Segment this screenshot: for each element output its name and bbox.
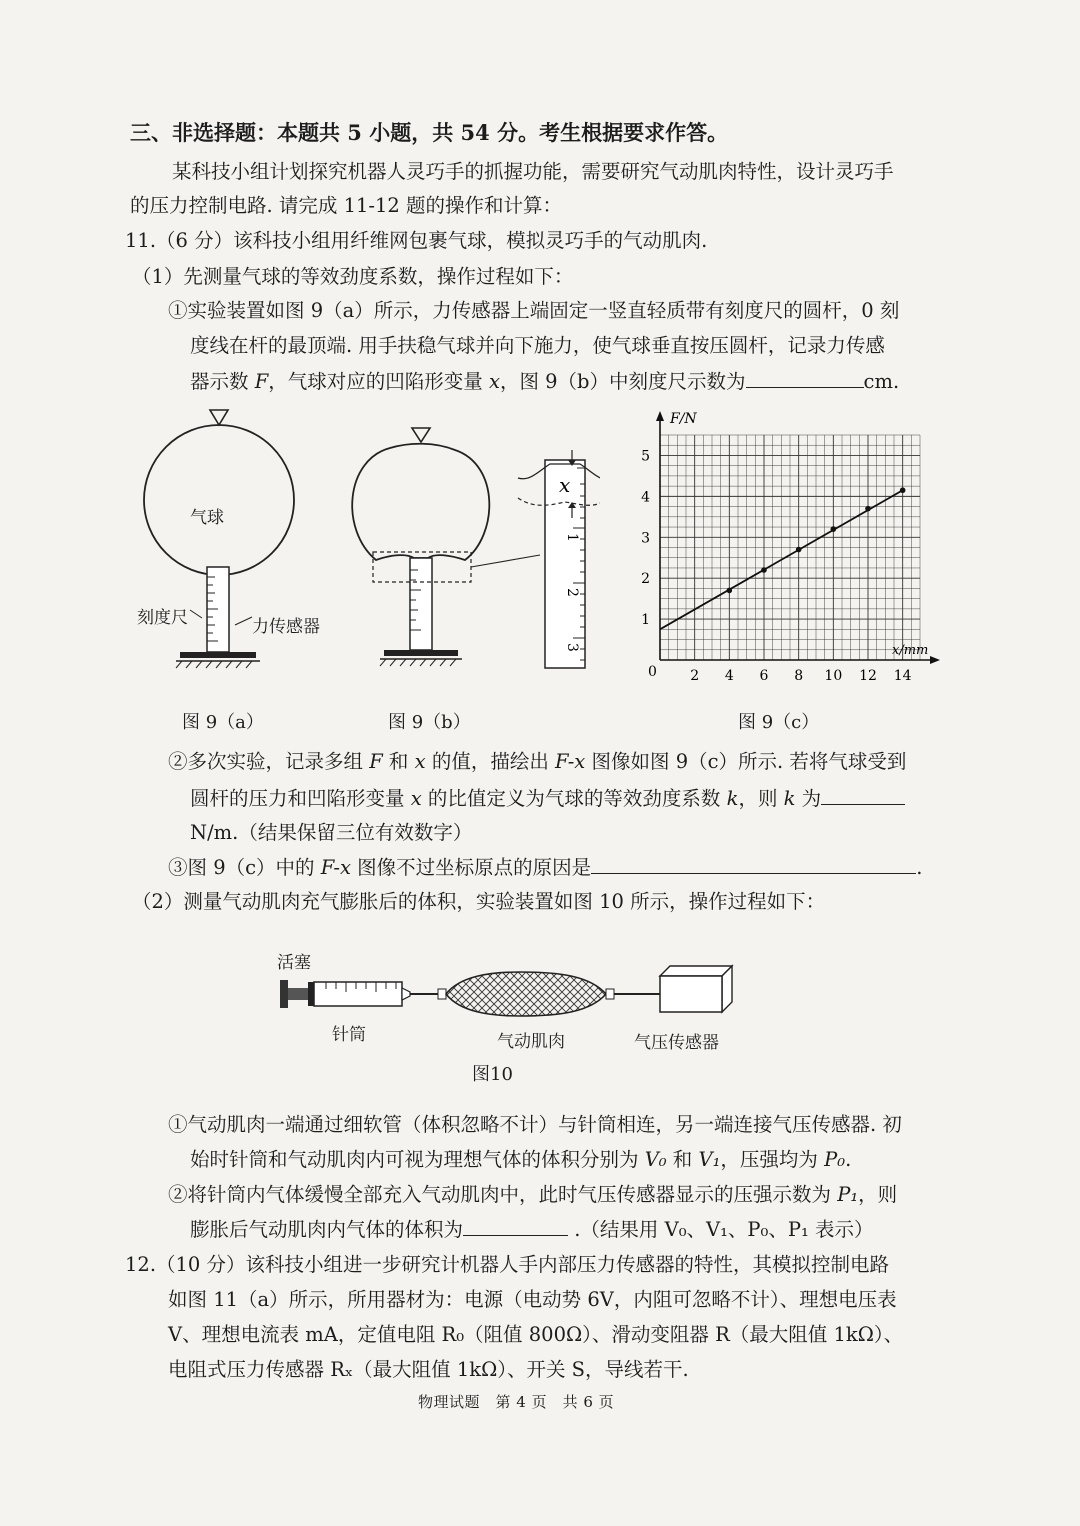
sensor-leader-line <box>235 617 252 625</box>
compressed-balloon <box>352 444 489 560</box>
force-sensor-base <box>384 650 458 656</box>
fig10-caption: 图10 <box>472 1064 513 1085</box>
x-tick-label: 4 <box>724 668 734 684</box>
x-tick-label: 2 <box>690 668 700 684</box>
y-tick-label: 5 <box>641 448 650 465</box>
balloon-circle <box>144 425 294 575</box>
q11-step2-line3: N/m.（结果保留三位有效数字） <box>190 821 473 844</box>
x-tick-label: 6 <box>759 668 769 684</box>
fig9c-caption: 图 9（c） <box>738 712 820 733</box>
origin-label: 0 <box>648 664 657 680</box>
data-point <box>831 526 837 532</box>
q12-number: 12. <box>125 1253 157 1276</box>
x-axis-label: x/mm <box>892 643 929 658</box>
intro-line-1: 某科技小组计划探究机器人灵巧手的抓握功能，需要研究气动肌肉特性，设计灵巧手 <box>172 160 894 183</box>
ruler-reading-blank[interactable] <box>746 369 864 388</box>
section-heading: 三、非选择题：本题共 5 小题，共 54 分。考生根据要求作答。 <box>130 120 729 145</box>
balloon-label: 气球 <box>190 508 224 528</box>
x-axis-arrow-icon <box>930 656 940 664</box>
q12-line4: 电阻式压力传感器 Rₓ（最大阻值 1kΩ）、开关 S，导线若干. <box>168 1358 689 1381</box>
y-tick-label: 2 <box>641 571 650 588</box>
piston-head <box>308 982 314 1006</box>
q12-line2: 如图 11（a）所示，所用器材为：电源（电动势 6V，内阻可忽略不计）、理想电压表 <box>168 1288 897 1311</box>
q11-step3: ③图 9（c）中的 F-x 图像不过坐标原点的原因是 . <box>168 856 923 879</box>
ruler-tick-3: 3 <box>564 643 580 652</box>
q11-p2-step2-line1: ②将针筒内气体缓慢全部充入气动肌肉中，此时气压传感器显示的压强示数为 P₁，则 <box>168 1183 898 1206</box>
ruler-x-label: x <box>559 473 571 497</box>
fig9a-caption: 图 9（a） <box>182 712 264 733</box>
ruler-tick-2: 2 <box>564 588 580 597</box>
x-tick-label: 14 <box>893 668 912 684</box>
stiffness-blank[interactable] <box>821 786 905 805</box>
muscle-label: 气动肌肉 <box>497 1032 565 1052</box>
volume-blank[interactable] <box>463 1217 568 1236</box>
pressure-sensor-box <box>660 976 722 1012</box>
fig9b-diagram <box>340 420 600 680</box>
q11-p2-step2-line2: 膨胀后气动肌肉内气体的体积为 .（结果用 V₀、V₁、P₀、P₁ 表示） <box>190 1218 874 1241</box>
q11-step2-line2: 圆杆的压力和凹陷形变量 x 的比值定义为气球的等效劲度系数 k，则 k 为 <box>190 786 905 810</box>
q11-step1-line2: 度线在杆的最顶端. 用手扶稳气球并向下施力，使气球垂直按压圆杆，记录力传感 <box>190 334 885 357</box>
pressure-sensor-label: 气压传感器 <box>634 1033 719 1053</box>
y-axis-arrow-icon <box>656 411 664 421</box>
q12-line3: V、理想电流表 mA，定值电阻 R₀（阻值 800Ω）、滑动变阻器 R（最大阻值 1kΩ）、 <box>168 1323 904 1346</box>
y-tick-label: 4 <box>641 489 650 506</box>
q11-step2-line1: ②多次实验，记录多组 F 和 x 的值，描绘出 F-x 图像如图 9（c）所示. 若将气球受到 <box>168 750 907 773</box>
ruler-leader-line <box>190 610 202 618</box>
intro-line-2: 的压力控制电路. 请完成 11-12 题的操作和计算： <box>130 194 563 217</box>
q11-step1-line1: ①实验装置如图 9（a）所示，力传感器上端固定一竖直轻质带有刻度尺的圆杆，0 刻 <box>168 299 900 322</box>
weight-triangle-icon <box>412 428 430 442</box>
q11-step1-line3: 器示数 F，气球对应的凹陷形变量 x，图 9（b）中刻度尺示数为 cm. <box>190 370 900 393</box>
force-sensor-label: 力传感器 <box>252 617 320 637</box>
q11-p2-step1-line2: 始时针筒和气动肌肉内可视为理想气体的体积分别为 V₀ 和 V₁，压强均为 P₀. <box>190 1148 852 1171</box>
syringe-barrel <box>314 982 402 1006</box>
x-tick-label: 12 <box>859 668 877 684</box>
chart-marks <box>660 487 905 629</box>
data-point <box>796 547 802 553</box>
y-tick-label: 1 <box>641 612 650 629</box>
y-axis-label: F/N <box>670 411 697 427</box>
syringe-label: 针筒 <box>332 1025 366 1045</box>
page-footer: 物理试题 第 4 页 共 6 页 <box>418 1393 615 1411</box>
data-point <box>727 588 733 594</box>
fig9b-caption: 图 9（b） <box>388 712 471 733</box>
data-point <box>900 487 906 493</box>
q11-part1: （1）先测量气球的等效劲度系数，操作过程如下： <box>132 265 574 288</box>
q11-stem <box>125 229 707 252</box>
ruler-rod <box>410 558 432 650</box>
q12-line1: 12.（10 分）该科技小组进一步研究计机器人手内部压力传感器的特性，其模拟控制电路 <box>125 1253 890 1276</box>
ruler-label: 刻度尺 <box>137 608 188 628</box>
q11-p2-step1-line1: ①气动肌肉一端通过细软管（体积忽略不计）与针筒相连，另一端连接气压传感器. 初 <box>168 1113 902 1136</box>
weight-triangle-icon <box>210 410 228 425</box>
fig9c-chart <box>630 410 950 690</box>
x-tick-label: 10 <box>824 668 843 684</box>
reason-blank[interactable] <box>591 855 916 874</box>
x-tick-label: 8 <box>794 668 804 684</box>
data-point <box>761 567 767 573</box>
chart-grid <box>660 435 920 660</box>
piston-label: 活塞 <box>277 953 311 973</box>
force-sensor-base <box>180 652 256 658</box>
y-tick-label: 3 <box>641 530 650 547</box>
q11-number: 11. <box>125 229 157 252</box>
pneumatic-muscle <box>446 972 606 1016</box>
ruler-tick-1: 1 <box>564 533 580 542</box>
data-point <box>865 506 871 512</box>
q11-stem-text: （6 分）该科技小组用纤维网包裹气球，模拟灵巧手的气动肌肉. <box>156 229 708 252</box>
detail-leader-line <box>471 555 540 567</box>
piston-handle <box>280 980 288 1008</box>
q11-part2: （2）测量气动肌肉充气膨胀后的体积，实验装置如图 10 所示，操作过程如下： <box>132 890 826 913</box>
